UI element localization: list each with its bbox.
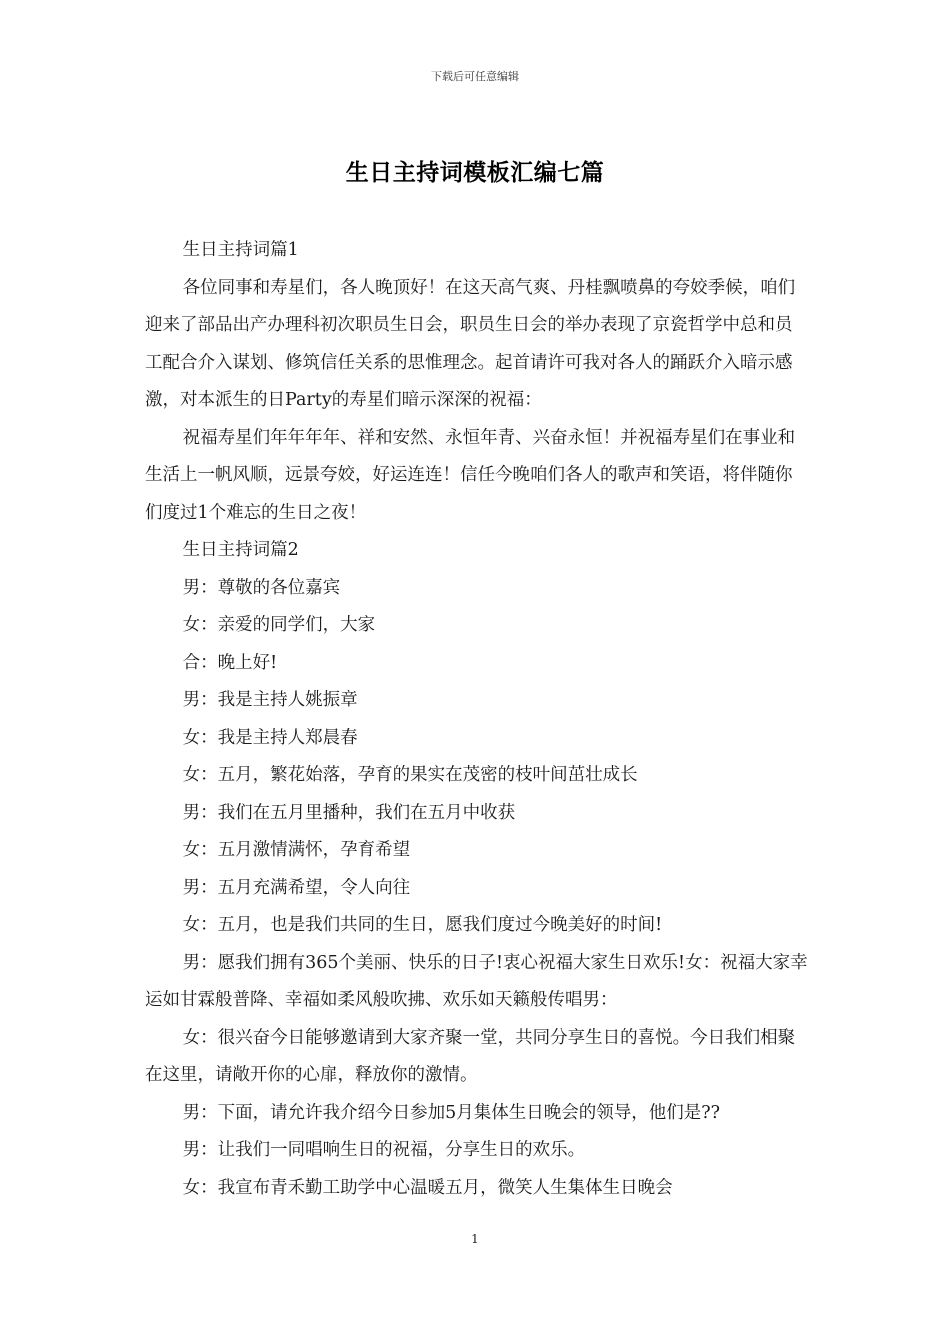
dialogue-line: 男：下面，请允许我介绍今日参加5月集体生日晚会的领导，他们是??	[182, 1102, 721, 1123]
page-number: 1	[471, 1232, 479, 1246]
dialogue-line: 女：五月激情满怀，孕育希望	[182, 840, 411, 860]
paragraph: 祝福寿星们年年年年、祥和安然、永恒年青、兴奋永恒！并祝福寿星们在事业和生活上一帆风顺，远景夸姣，好运连连！信任今晚咱们各人的歌声和笑语，将伴随你们度过1个难忘的生日之夜！	[145, 427, 796, 523]
dialogue-line: 女：五月，也是我们共同的生日，愿我们度过今晚美好的时间!	[182, 915, 663, 935]
dialogue-line: 女：我宣布青禾勤工助学中心温暖五月，微笑人生集体生日晚会	[182, 1177, 673, 1198]
dialogue-line: 女：亲爱的同学们，大家	[182, 615, 376, 635]
dialogue-line: 女：我是主持人郑晨春	[182, 727, 358, 748]
document-title: 生日主持词模板汇编七篇	[345, 159, 605, 186]
header-note: 下载后可任意编辑	[431, 70, 519, 83]
dialogue-line: 女：很兴奋今日能够邀请到大家齐聚一堂，共同分享生日的喜悦。今日我们相聚在这里，请敞开你的心扉，释放你的激情。	[145, 1027, 796, 1085]
section-heading-1: 生日主持词篇1	[182, 240, 299, 260]
dialogue-line: 男：愿我们拥有365个美丽、快乐的日子!衷心祝福大家生日欢乐!女：祝福大家幸运如甘霖般普降、幸福如柔风般吹拂、欢乐如天籁般传唱男：	[145, 952, 808, 1010]
dialogue-line: 男：我是主持人姚振章	[182, 690, 358, 710]
section-heading-2: 生日主持词篇2	[182, 540, 299, 560]
dialogue-line: 男：我们在五月里播种，我们在五月中收获	[182, 802, 516, 823]
dialogue-line: 女：五月，繁花始落，孕育的果实在茂密的枝叶间茁壮成长	[182, 765, 638, 785]
paragraph: 各位同事和寿星们，各人晚顶好！在这天高气爽、丹桂飘喷鼻的夸姣季候，咱们迎来了部品出产办理科初次职员生日会，职员生日会的举办表现了京瓷哲学中总和员工配合介入谋划、修筑信任关系的思惟理念。起首请许可我对各人的踊跃介入暗示感激，对本派生的日Party的寿星们暗示深深的祝福：	[145, 277, 796, 410]
dialogue-line: 合：晚上好!	[182, 652, 278, 673]
dialogue-line: 男：让我们一同唱响生日的祝福，分享生日的欢乐。	[182, 1140, 586, 1160]
document-body	[145, 232, 809, 1207]
dialogue-line: 男：五月充满希望，令人向往	[182, 877, 411, 898]
dialogue-line: 男：尊敬的各位嘉宾	[182, 577, 341, 598]
